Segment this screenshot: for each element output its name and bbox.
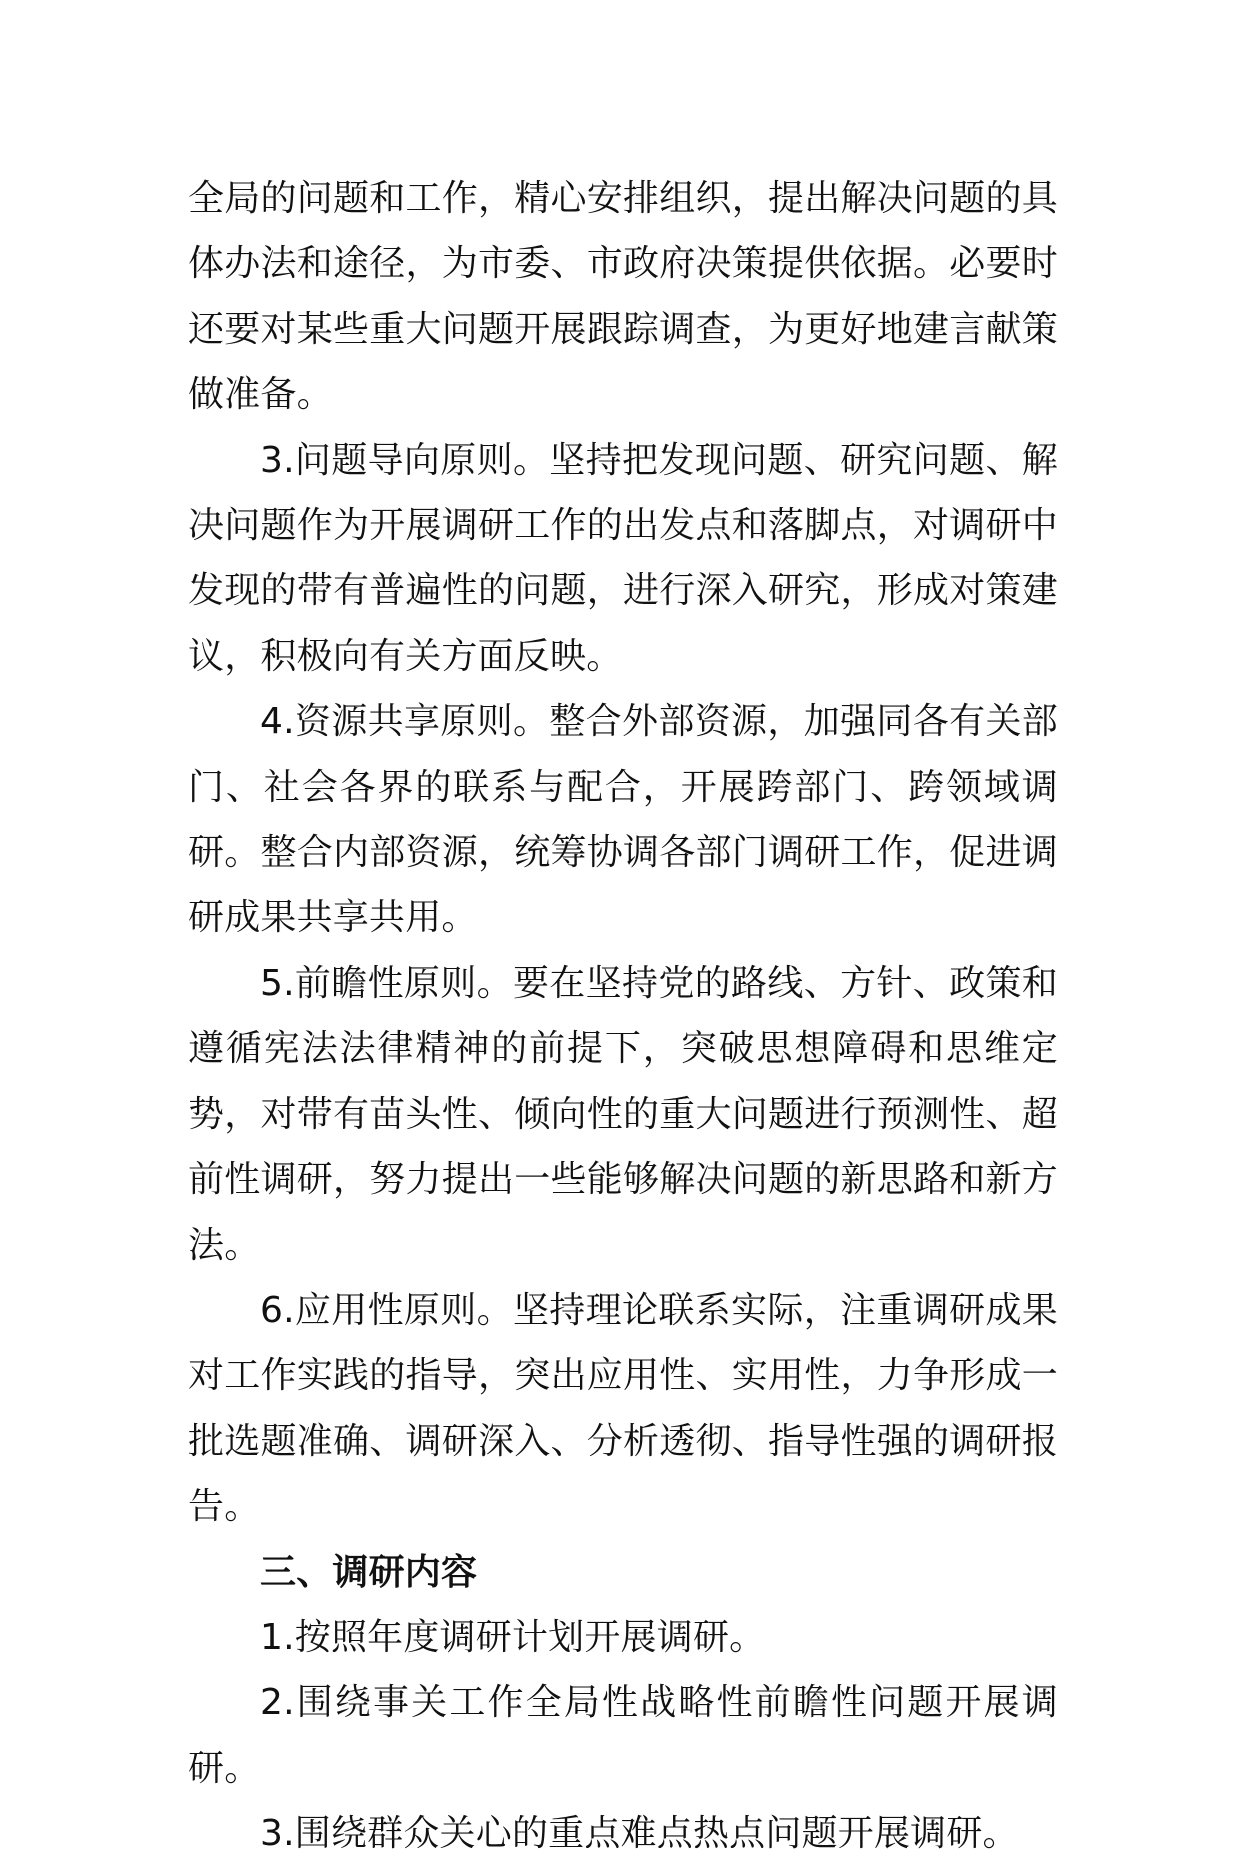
paragraph-problem-oriented-principle: 3.问题导向原则。坚持把发现问题、研究问题、解决问题作为开展调研工作的出发点和落脚点，对调研中发现的带有普遍性的问题，进行深入研究，形成对策建议，积极向有关方面反映。 xyxy=(188,439,1058,677)
paragraph-resource-sharing-principle: 4.资源共享原则。整合外部资源，加强同各有关部门、社会各界的联系与配合，开展跨部门、跨领域调研。整合内部资源，统筹协调各部门调研工作，促进调研成果共享共用。 xyxy=(188,701,1058,939)
paragraph-application-principle: 6.应用性原则。坚持理论联系实际，注重调研成果对工作实践的指导，突出应用性、实用性，力争形成一批选题准确、调研深入、分析透彻、指导性强的调研报告。 xyxy=(188,1289,1058,1528)
section-heading: 三、调研内容 xyxy=(260,1551,478,1593)
content-item-3: 3.围绕群众关心的重点难点热点问题开展调研。 xyxy=(260,1813,1019,1855)
paragraph-forward-looking-principle: 5.前瞻性原则。要在坚持党的路线、方针、政策和遵循宪法法律精神的前提下，突破思想障碍和思维定势，对带有苗头性、倾向性的重大问题进行预测性、超前性调研，努力提出一些能够解决问题的新思路和新方法。 xyxy=(188,962,1058,1266)
paragraph-continuation: 全局的问题和工作，精心安排组织，提出解决问题的具体办法和途径，为市委、市政府决策提供依据。必要时还要对某些重大问题开展跟踪调查，为更好地建言献策做准备。 xyxy=(188,178,1058,416)
content-item-2: 2.围绕事关工作全局性战略性前瞻性问题开展调研。 xyxy=(188,1682,1058,1789)
document-page xyxy=(188,166,1058,1867)
content-item-1: 1.按照年度调研计划开展调研。 xyxy=(260,1616,766,1658)
